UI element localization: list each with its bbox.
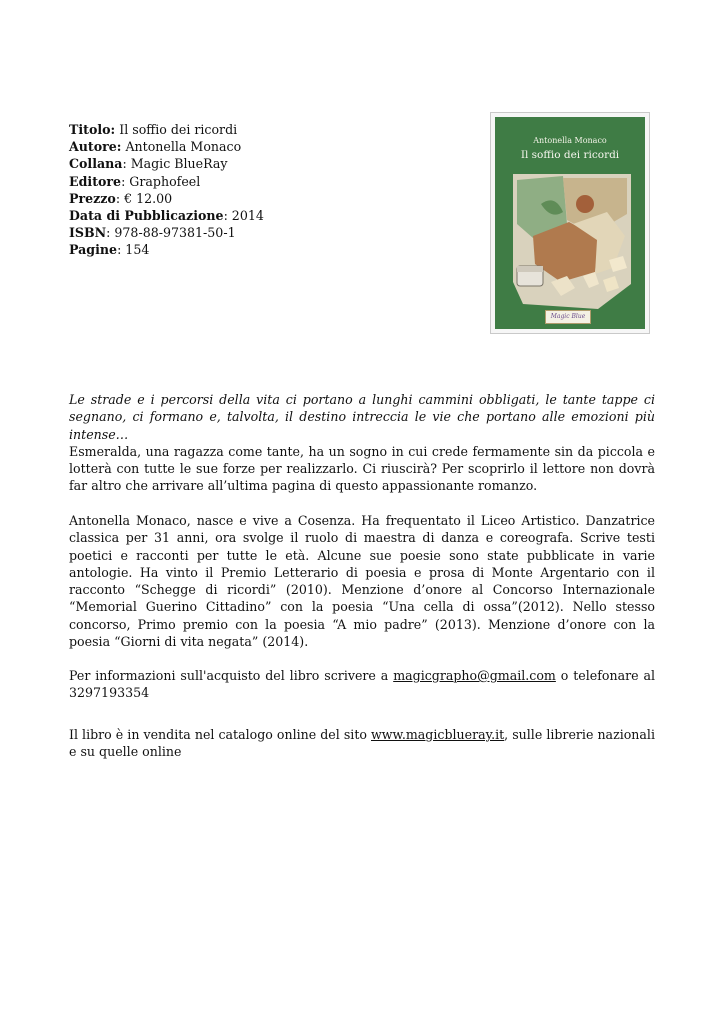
- detail-value: : Magic BlueRay: [122, 156, 228, 172]
- cover-title: Il soffio dei ricordi: [520, 149, 620, 161]
- availability-suffix: , sulle librerie nazionali e su quelle online: [69, 727, 655, 760]
- cover-author: Antonella Monaco: [533, 136, 607, 145]
- detail-key: Prezzo: [69, 190, 116, 206]
- contact-prefix: Per informazioni sull'acquisto del libro scrivere a: [69, 668, 394, 683]
- publisher-logo: Magic Blue: [545, 310, 591, 324]
- detail-value: : Graphofeel: [121, 173, 201, 189]
- book-cover-image: [490, 112, 650, 334]
- detail-value: : 978-88-97381-50-1: [106, 225, 236, 241]
- email-link[interactable]: magicgrapho@gmail.com: [393, 668, 556, 683]
- detail-pages: [69, 241, 469, 258]
- detail-date: [69, 207, 469, 224]
- website-link[interactable]: www.magicblueray.it: [371, 727, 505, 742]
- contact-info: [69, 667, 655, 702]
- detail-value: : € 12.00: [115, 190, 173, 206]
- synopsis-intro: Le strade e i percorsi della vita ci portano a lunghi cammini obbligati, le tante tappe ci segnano, ci formano e, talvolta, il destino intreccia le vie che portano alle emozioni più intense…: [69, 392, 655, 442]
- detail-key: Titolo:: [69, 122, 116, 137]
- synopsis-body: Esmeralda, una ragazza come tante, ha un sogno in cui crede fermamente sin da piccola e lotterà con tutte le sue forze per realizzarlo. Ci riuscirà? Per scoprirlo il lettore non dovrà far altro che arrivare all’ultima pagina di questo appassionante romanzo.: [69, 443, 655, 494]
- detail-isbn: [69, 224, 469, 241]
- detail-title: [69, 121, 469, 138]
- availability-info: [69, 726, 655, 761]
- detail-value: : 2014: [223, 208, 264, 224]
- detail-key: Collana: [69, 156, 123, 172]
- detail-value: Antonella Monaco: [121, 139, 242, 155]
- detail-value: Il soffio dei ricordi: [115, 122, 238, 137]
- author-bio: Antonella Monaco, nasce e vive a Cosenza. Ha frequentato il Liceo Artistico. Danzatrice classica per 31 anni, ora svolge il ruolo di maestra di danza e coreografa. Scrive testi poetici e racconti per tutte le età. Alcune sue poesie sono state pubblicate in varie antologie. Ha vinto il Premio Letterario di poesia e prosa di Monte Argentario con il racconto “Schegge di ricordi” (2010). Menzione d’onore al Concorso Internazionale “Memorial Guerino Cittadino” con la poesia “Una cella di ossa”(2012). Nello stesso concorso, Primo premio con la poesia “A mio padre” (2013). Menzione d’onore con la poesia “Giorni di vita negata” (2014).: [69, 513, 655, 650]
- detail-key: Autore:: [69, 139, 122, 155]
- detail-author: [69, 138, 469, 155]
- cover-illustration: [503, 164, 641, 314]
- detail-key: Data di Pubblicazione: [69, 208, 224, 224]
- detail-key: Pagine: [69, 242, 118, 258]
- detail-key: ISBN: [69, 225, 107, 241]
- contact-phone: o telefonare al 3297193354: [69, 668, 655, 701]
- detail-publisher: [69, 173, 469, 190]
- book-details: [69, 121, 469, 259]
- book-cover: [495, 117, 645, 329]
- detail-price: [69, 190, 469, 207]
- availability-prefix: Il libro è in vendita nel catalogo online del sito: [69, 727, 371, 742]
- detail-key: Editore: [69, 173, 122, 189]
- detail-value: : 154: [117, 242, 150, 258]
- synopsis: [69, 391, 655, 495]
- detail-series: [69, 155, 469, 172]
